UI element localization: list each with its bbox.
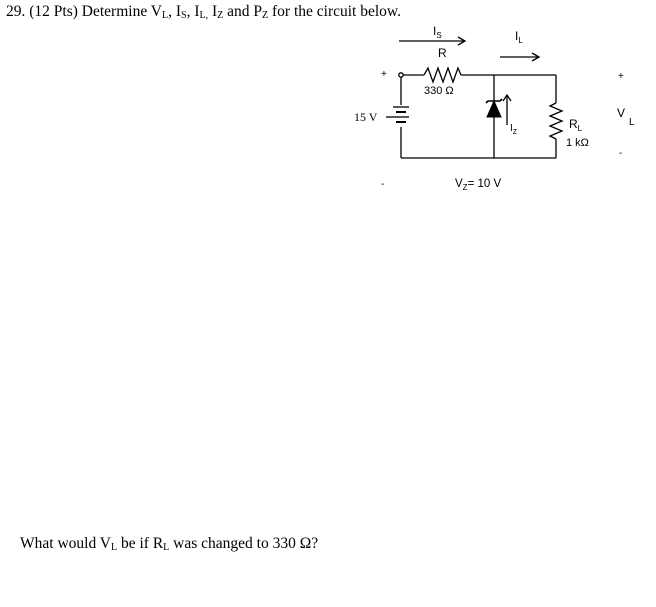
load-minus: -	[619, 148, 623, 159]
followup-sub: L	[163, 542, 170, 553]
il-label: $I_L$	[515, 29, 523, 45]
question-part: Determine V	[81, 3, 162, 20]
is-label: $I_S$	[433, 24, 442, 40]
source-plus: +	[381, 69, 387, 80]
question-points: (12 Pts)	[29, 3, 78, 20]
followup-part: was changed to 330 Ω?	[169, 535, 319, 552]
followup-sub: L	[110, 542, 118, 553]
question-number: 29.	[6, 3, 26, 20]
r-value: 330 Ω	[424, 85, 454, 97]
question-part: and P	[223, 3, 263, 20]
source-minus: -	[381, 179, 385, 190]
question-part: I	[208, 3, 218, 20]
resistor-r	[424, 68, 461, 82]
question-part: for the circuit below.	[268, 3, 401, 20]
followup-part: be if R	[117, 535, 164, 552]
question-sub: Z	[262, 10, 269, 21]
question-sub: Z	[217, 10, 224, 21]
question-sub: L,	[199, 10, 209, 21]
vl-label: $V_L$	[617, 106, 635, 128]
question-sub: L	[162, 10, 169, 21]
zener-diode	[487, 101, 501, 117]
terminal-node	[399, 73, 403, 77]
question-part: , I	[168, 3, 182, 20]
question-part: , I	[186, 3, 200, 20]
load-plus: +	[618, 71, 624, 82]
source-value: 15 V	[354, 110, 378, 124]
load-resistor-rl	[550, 103, 562, 139]
vz-label: $V_Z= 10$ V	[455, 178, 502, 192]
followup-part: What would V	[20, 535, 111, 552]
followup-question	[20, 535, 318, 553]
rl-value: 1 kΩ	[566, 137, 589, 149]
question-sub: S	[181, 10, 187, 21]
r-label: R	[438, 46, 447, 60]
iz-label: $I_Z$	[510, 123, 518, 136]
rl-label: $R_L$	[569, 117, 583, 133]
